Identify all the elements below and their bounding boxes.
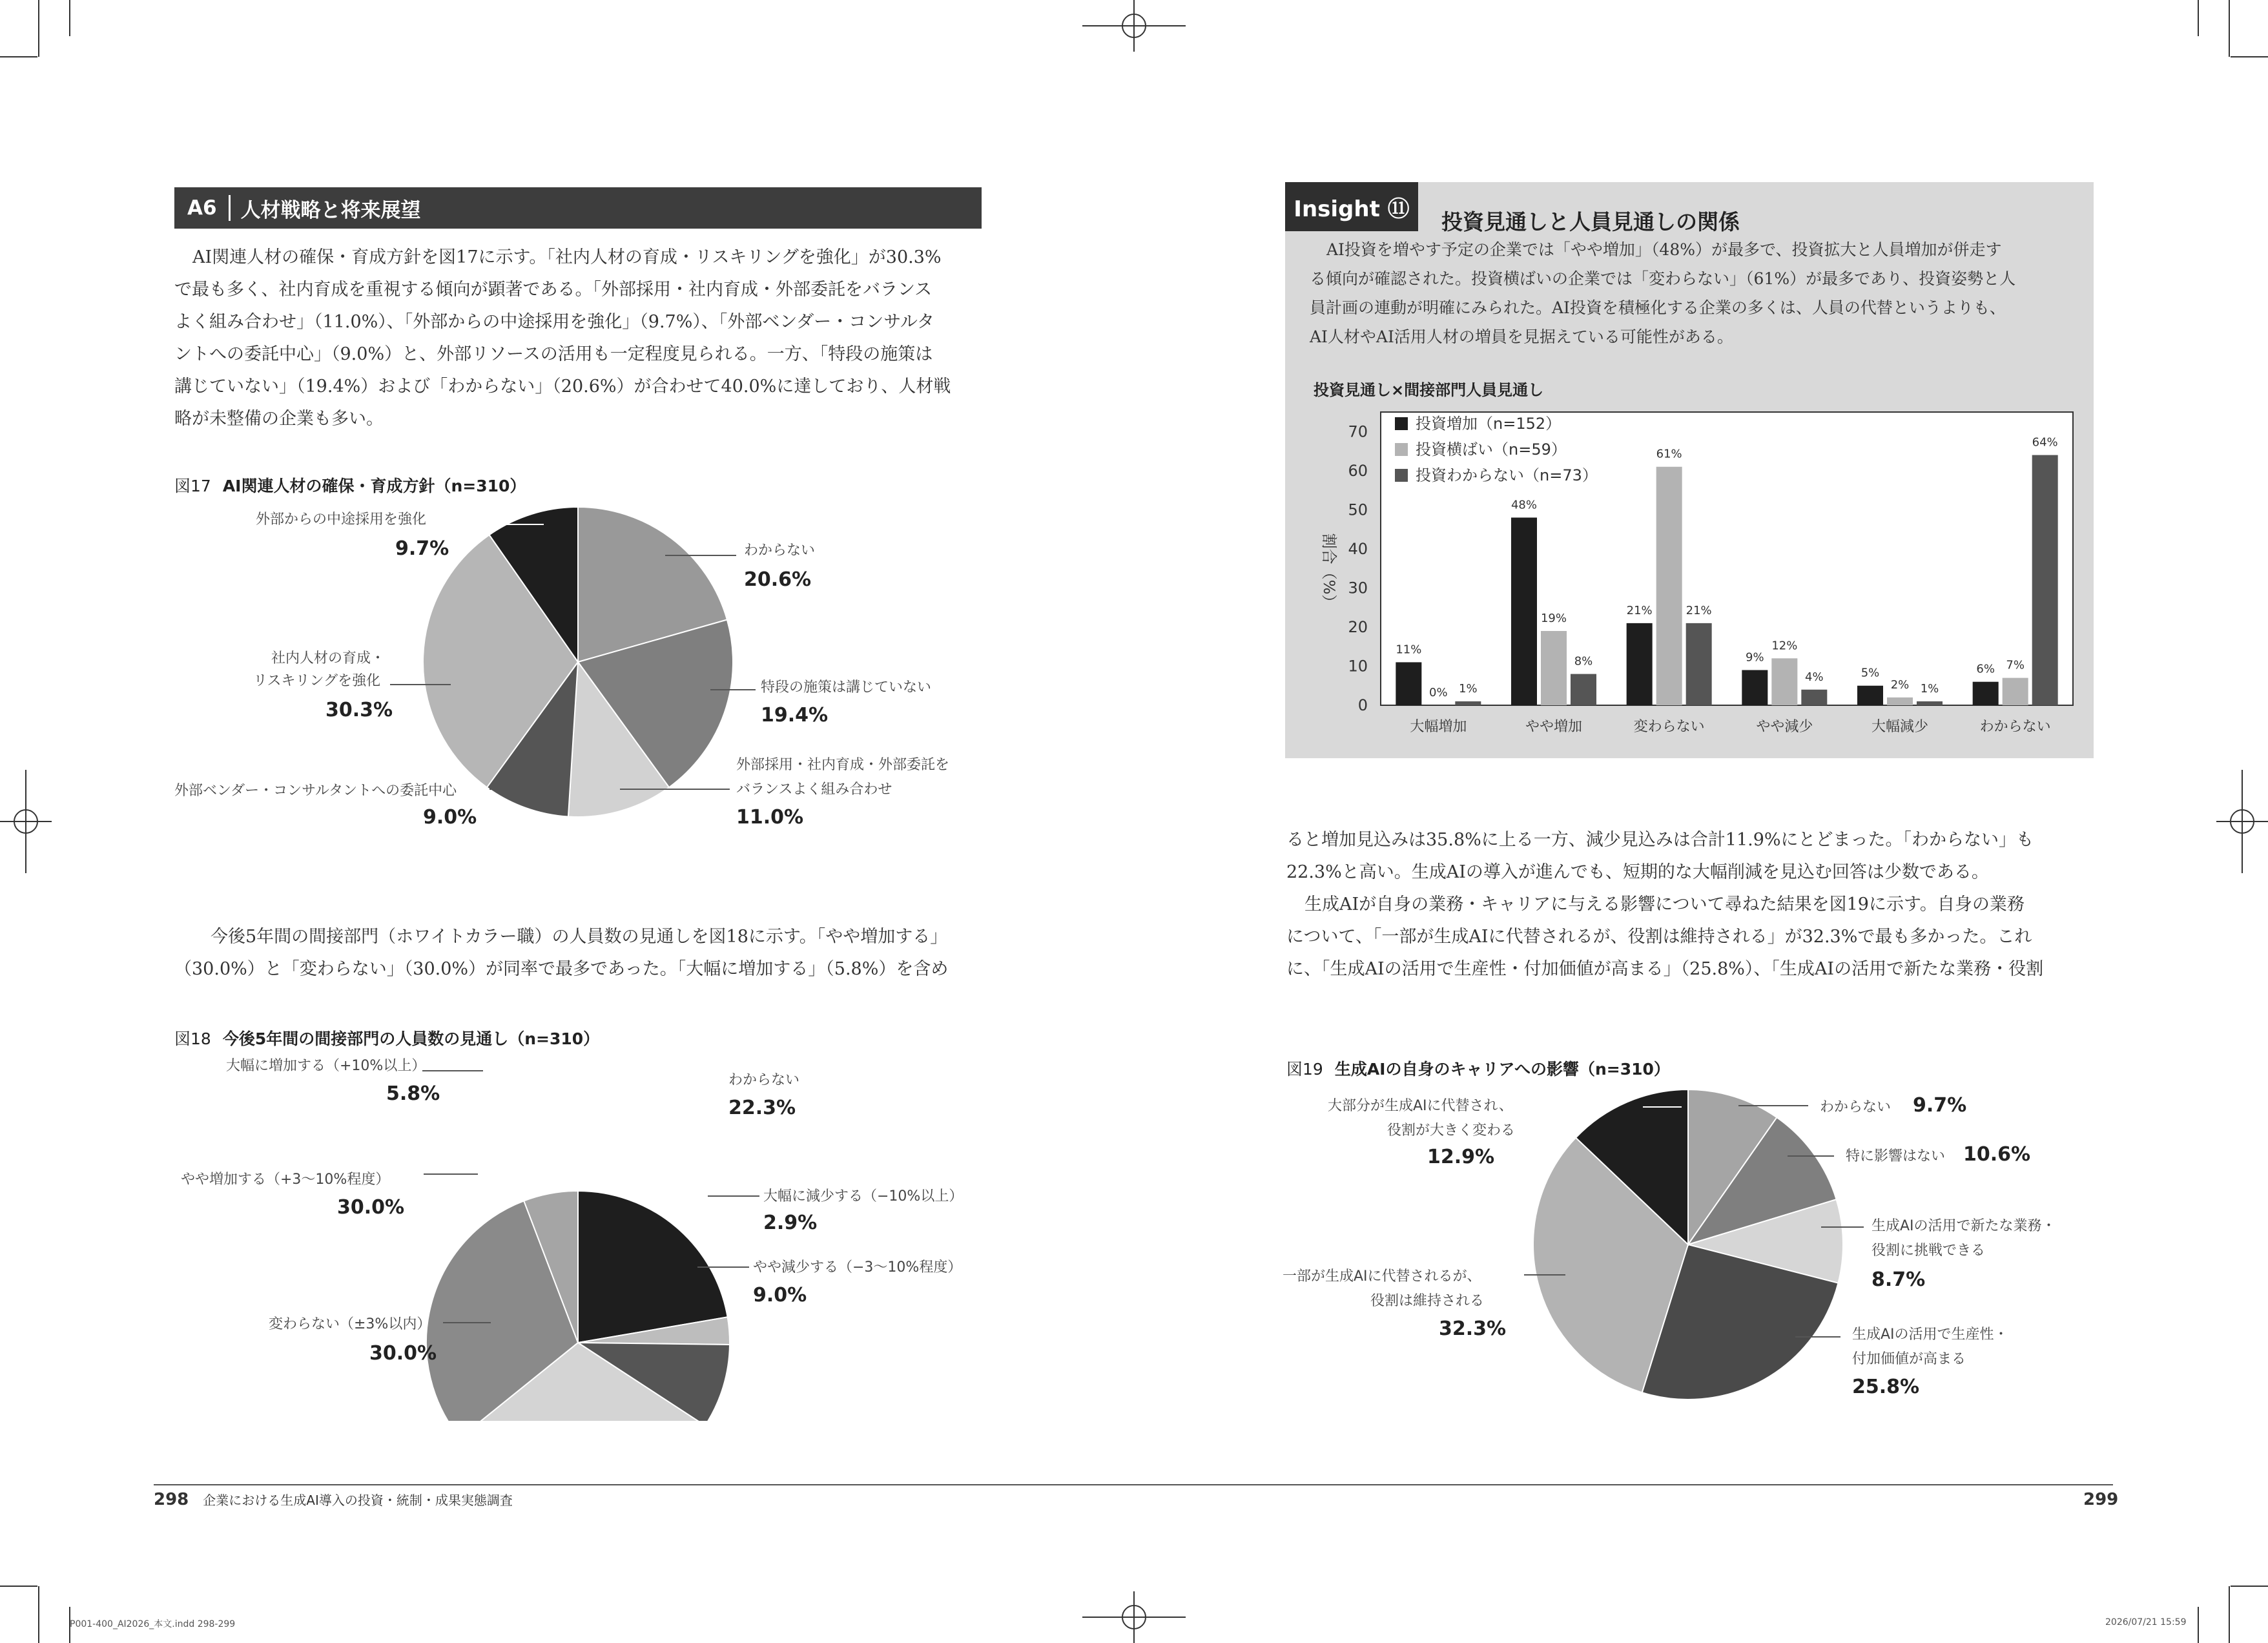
- fig19-pct-seisan: 25.8%: [1852, 1376, 1920, 1398]
- bar-value-label: 21%: [1626, 603, 1653, 617]
- fig18-pct-wakaranai: 22.3%: [728, 1097, 796, 1119]
- fig18-pct-ohaba-zo: 5.8%: [386, 1082, 440, 1105]
- fig17-label-chuto: 外部からの中途採用を強化: [256, 512, 427, 528]
- fig17-label-balance-1: 外部採用・社内育成・外部委託を: [736, 757, 950, 773]
- insight-line: AI投資を増やす予定の企業では「やや増加」（48%）が最多で、投資拡大と人員増加が併走す: [1326, 240, 2002, 259]
- fig17-label-shanai-2: リスキリングを強化: [253, 673, 381, 689]
- x-tick-label: わからない: [1979, 719, 2051, 735]
- footer-left: [154, 1490, 513, 1509]
- fig19-label-ichibu-2: 役割は維持される: [1370, 1293, 1485, 1309]
- bar: [1656, 467, 1682, 705]
- bar-value-label: 48%: [1510, 498, 1538, 512]
- legend-swatch: [1395, 469, 1408, 482]
- bar-value-label: 1%: [1920, 681, 1939, 696]
- fig19-number: 図19: [1286, 1060, 1323, 1079]
- fig19-pie-chart: [1134, 775, 2268, 1421]
- fig19-pct-wakaranai: 9.7%: [1913, 1094, 1967, 1117]
- fig18-label-yaya-zo: やや増加する（+3〜10%程度）: [181, 1172, 390, 1188]
- fig17-label-wakaranai: わからない: [744, 542, 816, 559]
- y-tick-label: 60: [1348, 461, 1368, 480]
- insight-line: AI人材やAI活用人材の増員を見据えている可能性がある。: [1310, 327, 1733, 346]
- fig17-title: AI関連人材の確保・育成方針（n=310）: [222, 477, 526, 495]
- fig17-label-shanai-1: 社内人材の育成・: [271, 650, 386, 666]
- bar-value-label: 64%: [2032, 435, 2058, 450]
- fig17-pie-chart: [0, 0, 1134, 904]
- y-tick-label: 70: [1348, 422, 1368, 441]
- legend-swatch: [1395, 443, 1408, 456]
- fig18-pct-yaya-zo: 30.0%: [337, 1196, 405, 1219]
- bar-value-label: 11%: [1396, 643, 1422, 657]
- bar: [2003, 678, 2028, 705]
- y-tick-label: 0: [1357, 696, 1368, 714]
- bar: [1396, 662, 1421, 705]
- fig19-label-wakaranai: わからない: [1820, 1099, 1892, 1115]
- bar: [1857, 686, 1883, 705]
- fig18-label-kawaranai: 変わらない（±3%以内）: [269, 1316, 431, 1332]
- fig17-pct-vendor: 9.0%: [423, 806, 477, 829]
- fig18-pct-kawaranai: 30.0%: [369, 1342, 437, 1365]
- legend-swatch: [1395, 417, 1408, 430]
- x-tick-label: 変わらない: [1633, 719, 1705, 735]
- insight-line: る傾向が確認された。投資横ばいの企業では「変わらない」（61%）が最多であり、投資姿勢と人: [1310, 269, 2016, 288]
- paragraph-line: 生成AIが自身の業務・キャリアに与える影響について尋ねた結果を図19に示す。自身の業務: [1304, 894, 2025, 914]
- paragraph-line: 略が未整備の企業も多い。: [174, 409, 384, 429]
- paragraph-line: で最も多く、社内育成を重視する傾向が顕著である。「外部採用・社内育成・外部委託をバランス: [174, 280, 933, 300]
- fig19-pct-ichibu: 32.3%: [1439, 1318, 1507, 1340]
- fig18-label-yaya-gen: やや減少する（−3〜10%程度）: [753, 1259, 962, 1276]
- fig19-label-tokuni: 特に影響はない: [1846, 1148, 1946, 1164]
- paragraph-line: （30.0%）と「変わらない」（30.0%）が同率で最多であった。「大幅に増加する」（5.8%）を含め: [174, 959, 949, 979]
- bar: [1627, 623, 1653, 705]
- insight-tag: Insight ⑪: [1285, 182, 1418, 231]
- fig18-number: 図18: [174, 1029, 211, 1048]
- book-title: 企業における生成AI導入の投資・統制・成果実態調査: [203, 1493, 513, 1508]
- bar: [1686, 623, 1712, 705]
- y-tick-label: 40: [1348, 539, 1368, 558]
- bar-value-label: 21%: [1686, 603, 1712, 617]
- page-number-right: 299: [2083, 1490, 2119, 1509]
- legend-label: 投資横ばい（n=59）: [1416, 440, 1567, 459]
- bar: [1973, 682, 1999, 705]
- x-tick-label: やや減少: [1756, 719, 1813, 735]
- fig17-pct-wakaranai: 20.6%: [744, 568, 812, 591]
- bar-value-label: 12%: [1771, 639, 1798, 653]
- fig19-pct-daibubun: 12.9%: [1427, 1146, 1495, 1168]
- bar-value-label: 9%: [1746, 650, 1764, 665]
- bar-value-label: 6%: [1976, 662, 1995, 676]
- page-number-left: 298: [154, 1490, 189, 1509]
- paragraph-line: について、「一部が生成AIに代替されるが、役割は維持される」が32.3%で最も多かった。これ: [1286, 927, 2032, 947]
- fig17-pct-balance: 11.0%: [736, 806, 804, 829]
- y-tick-label: 20: [1348, 617, 1368, 636]
- paragraph-line: 講じていない」（19.4%）および「わからない」（20.6%）が合わせて40.0%に達しており、人材戦: [174, 377, 951, 397]
- fig19-label-ichibu-1: 一部が生成AIに代替されるが、: [1283, 1268, 1481, 1285]
- fig19-title: 生成AIの自身のキャリアへの影響（n=310）: [1334, 1060, 1670, 1079]
- paragraph-line: AI関連人材の確保・育成方針を図17に示す。「社内人材の育成・リスキリングを強化」が30.3%: [192, 247, 942, 267]
- bar-chart-title: 投資見通し×間接部門人員見通し: [1314, 381, 1544, 399]
- bar-value-label: 8%: [1574, 654, 1593, 668]
- bar-value-label: 7%: [2006, 658, 2025, 672]
- bar-value-label: 61%: [1656, 447, 1682, 461]
- insight-text: [1310, 235, 2078, 351]
- bar-value-label: 19%: [1540, 611, 1567, 625]
- y-tick-label: 30: [1348, 579, 1368, 597]
- fig17-label-balance-2: バランスよく組み合わせ: [736, 781, 892, 798]
- paragraph-line: ると増加見込みは35.8%に上る一方、減少見込みは合計11.9%にとどまった。「わからない」も: [1286, 830, 2034, 850]
- legend-label: 投資増加（n=152）: [1416, 415, 1562, 433]
- bar-value-label: 0%: [1429, 686, 1448, 699]
- y-tick-label: 10: [1348, 657, 1368, 676]
- bar-value-label: 2%: [1890, 677, 1910, 692]
- slug-right: 2026/07/21 15:59: [2105, 1617, 2187, 1628]
- fig17-number: 図17: [174, 477, 211, 495]
- fig18-label-ohaba-gen: 大幅に減少する（−10%以上）: [763, 1188, 964, 1204]
- x-tick-label: やや増加: [1525, 719, 1583, 735]
- footer-right: [2083, 1490, 2118, 1509]
- insight-title: 投資見通しと人員見通しの関係: [1441, 209, 1740, 234]
- section-title: 人材戦略と将来展望: [240, 198, 421, 222]
- footer-rule: [154, 1484, 2113, 1485]
- x-tick-label: 大幅減少: [1871, 719, 1929, 735]
- bar: [1917, 701, 1943, 705]
- fig18-pie-chart: [0, 775, 1134, 1421]
- bar: [1887, 698, 1913, 705]
- fig19-label-daibubun-1: 大部分が生成AIに代替され、: [1328, 1098, 1513, 1114]
- fig19-pct-atarashii: 8.7%: [1871, 1268, 1926, 1291]
- section-code: A6: [174, 195, 231, 221]
- y-tick-label: 50: [1348, 501, 1368, 519]
- bar: [1455, 701, 1481, 705]
- bar: [2032, 455, 2058, 705]
- fig17-label-tokudan: 特段の施策は講じていない: [761, 679, 932, 696]
- fig18-label-wakaranai: わからない: [728, 1072, 800, 1088]
- slug-left: P001-400_AI2026_本文.indd 298-299: [70, 1619, 236, 1629]
- bar-value-label: 4%: [1805, 670, 1824, 684]
- bar: [1771, 658, 1797, 705]
- y-axis-label: 割合（%）: [1320, 533, 1338, 610]
- paragraph-line: 今後5年間の間接部門（ホワイトカラー職）の人員数の見通しを図18に示す。「やや増加する」: [211, 927, 948, 947]
- fig19-label-seisan-1: 生成AIの活用で生産性・: [1852, 1327, 2008, 1343]
- fig19-label-daibubun-2: 役割が大きく変わる: [1387, 1122, 1516, 1139]
- fig19-label-seisan-2: 付加価値が高まる: [1852, 1351, 1966, 1367]
- fig17-pct-tokudan: 19.4%: [761, 704, 829, 727]
- fig18-label-ohaba-zo: 大幅に増加する（+10%以上）: [226, 1058, 426, 1074]
- bar-value-label: 1%: [1459, 681, 1478, 696]
- fig17-label-vendor: 外部ベンダー・コンサルタントへの委託中心: [174, 783, 457, 799]
- fig18-title: 今後5年間の間接部門の人員数の見通し（n=310）: [222, 1029, 600, 1048]
- bar: [1571, 674, 1596, 705]
- fig17-pct-shanai: 30.3%: [325, 699, 393, 721]
- paragraph-line: 22.3%と高い。生成AIの導入が進んでも、短期的な大幅削減を見込む回答は少数である。: [1286, 862, 1989, 882]
- fig18-pct-yaya-gen: 9.0%: [753, 1284, 807, 1307]
- bar: [1511, 517, 1537, 705]
- insight-line: 員計画の連動が明確にみられた。AI投資を積極化する企業の多くは、人員の代替というよりも、: [1310, 298, 2006, 317]
- x-tick-label: 大幅増加: [1410, 719, 1467, 735]
- investment-bar-chart: [1298, 400, 2086, 749]
- legend-label: 投資わからない（n=73）: [1416, 466, 1598, 484]
- fig19-label-atarashii-2: 役割に挑戦できる: [1871, 1243, 1986, 1259]
- paragraph-line: ントへの委託中心」（9.0%）と、外部リソースの活用も一定程度見られる。一方、「特段の施策は: [174, 344, 933, 364]
- fig17-pct-chuto: 9.7%: [395, 537, 449, 560]
- bar-value-label: 5%: [1861, 666, 1880, 680]
- fig18-pct-ohaba-gen: 2.9%: [763, 1212, 818, 1234]
- paragraph-line: に、「生成AIの活用で生産性・付加価値が高まる」（25.8%）、「生成AIの活用で新たな業務・役割: [1286, 959, 2044, 979]
- bar: [1742, 670, 1768, 705]
- bar: [1541, 631, 1567, 705]
- paragraph-line: よく組み合わせ」（11.0%）、「外部からの中途採用を強化」（9.7%）、「外部ベンダー・コンサルタ: [174, 312, 934, 332]
- fig19-label-atarashii-1: 生成AIの活用で新たな業務・: [1871, 1218, 2056, 1234]
- bar: [1801, 690, 1827, 705]
- fig19-pct-tokuni: 10.6%: [1963, 1143, 2031, 1166]
